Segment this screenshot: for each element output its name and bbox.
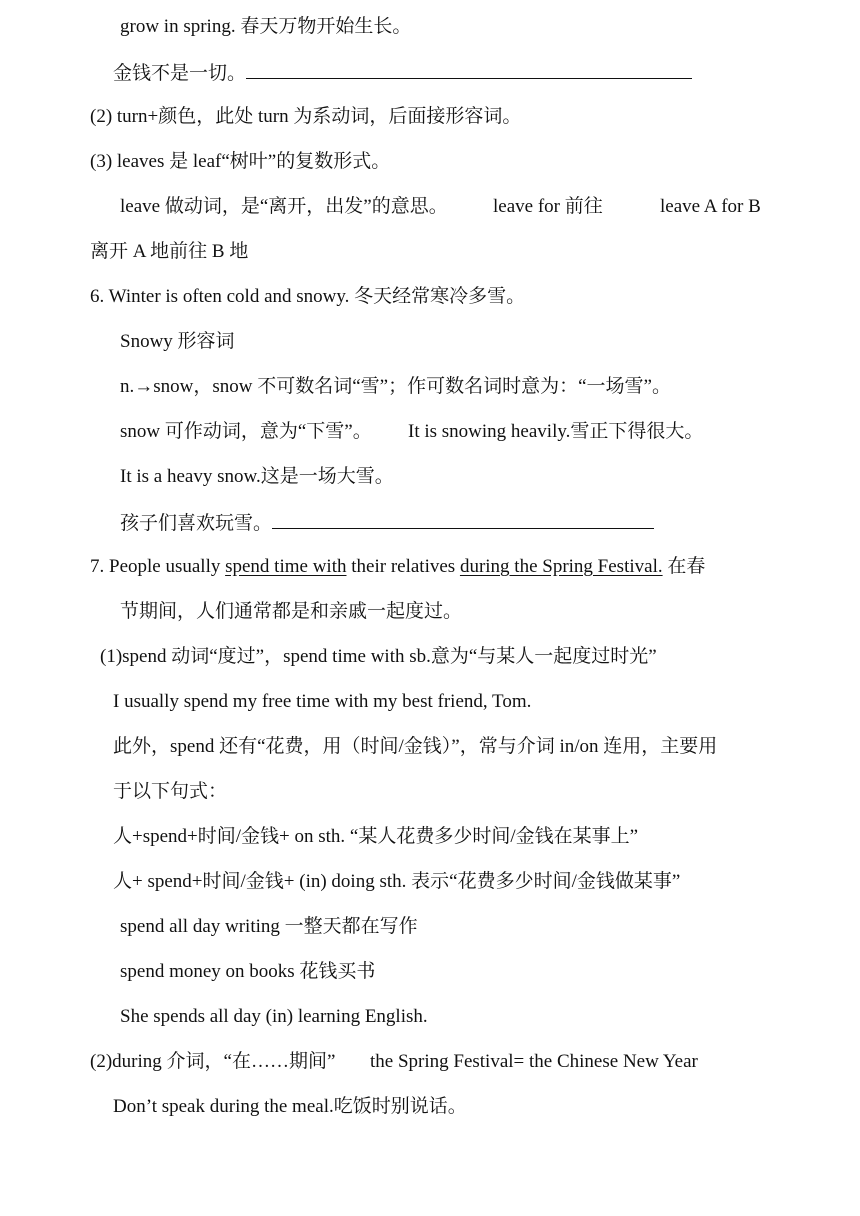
text-line: snow 可作动词，意为“下雪”。 bbox=[120, 421, 372, 442]
text-line: leave 做动词，是“离开，出发”的意思。 bbox=[120, 196, 448, 217]
text-line: n.→snow，snow 不可数名词“雪”；作可数名词时意为：“一场雪”。 bbox=[120, 376, 671, 397]
text-line: It is snowing heavily.雪正下得很大。 bbox=[408, 421, 704, 442]
answer-blank[interactable] bbox=[272, 510, 654, 529]
text-line: spend money on books 花钱买书 bbox=[120, 961, 376, 982]
text-line: 节期间，人们通常都是和亲戚一起度过。 bbox=[120, 601, 463, 622]
text-line: 6. Winter is often cold and snowy. 冬天经常寒冷多雪。 bbox=[90, 286, 526, 307]
text-line: Don’t speak during the meal.吃饭时别说话。 bbox=[113, 1096, 467, 1117]
text-line: (3) leaves 是 leaf“树叶”的复数形式。 bbox=[90, 151, 391, 172]
text-line bbox=[90, 555, 705, 579]
text-line: Snowy 形容词 bbox=[120, 331, 235, 352]
text-line: She spends all day (in) learning English. bbox=[120, 1006, 428, 1027]
exercise-prompt: 金钱不是一切。 bbox=[113, 63, 247, 84]
exercise-line bbox=[113, 60, 692, 86]
text-line: 人+ spend+时间/金钱+ (in) doing sth. 表示“花费多少时间/金钱做某事” bbox=[113, 871, 681, 892]
exercise-line bbox=[120, 510, 654, 536]
exercise-prompt: 孩子们喜欢玩雪。 bbox=[120, 513, 273, 534]
text-segment: 7. People usually bbox=[90, 556, 226, 577]
text-line: 离开 A 地前往 B 地 bbox=[90, 241, 249, 262]
answer-blank[interactable] bbox=[246, 60, 692, 79]
text-line: leave for 前往 bbox=[493, 196, 603, 217]
text-line: (2)during 介词，“在……期间” bbox=[90, 1051, 336, 1072]
text-line: 此外，spend 还有“花费，用（时间/金钱）”，常与介词 in/on 连用，主要用 bbox=[113, 736, 718, 757]
text-line: It is a heavy snow.这是一场大雪。 bbox=[120, 466, 394, 487]
underlined-phrase: spend time with bbox=[225, 556, 347, 577]
text-line: spend all day writing 一整天都在写作 bbox=[120, 916, 418, 937]
underlined-phrase: during the Spring Festival. bbox=[459, 556, 663, 577]
text-line: 于以下句式： bbox=[113, 781, 228, 802]
text-line: the Spring Festival= the Chinese New Year bbox=[370, 1051, 698, 1072]
text-line: (1)spend 动词“度过”，spend time with sb.意为“与某人一起度过时光” bbox=[100, 646, 657, 667]
text-segment: their relatives bbox=[346, 556, 460, 577]
text-segment: 在春 bbox=[662, 556, 706, 577]
text-line: leave A for B bbox=[660, 196, 761, 217]
text-line: I usually spend my free time with my best friend, Tom. bbox=[113, 691, 532, 712]
text-line: 人+spend+时间/金钱+ on sth. “某人花费多少时间/金钱在某事上” bbox=[113, 826, 639, 847]
text-line: (2) turn+颜色，此处 turn 为系动词，后面接形容词。 bbox=[90, 106, 522, 127]
text-line: grow in spring. 春天万物开始生长。 bbox=[120, 16, 412, 37]
